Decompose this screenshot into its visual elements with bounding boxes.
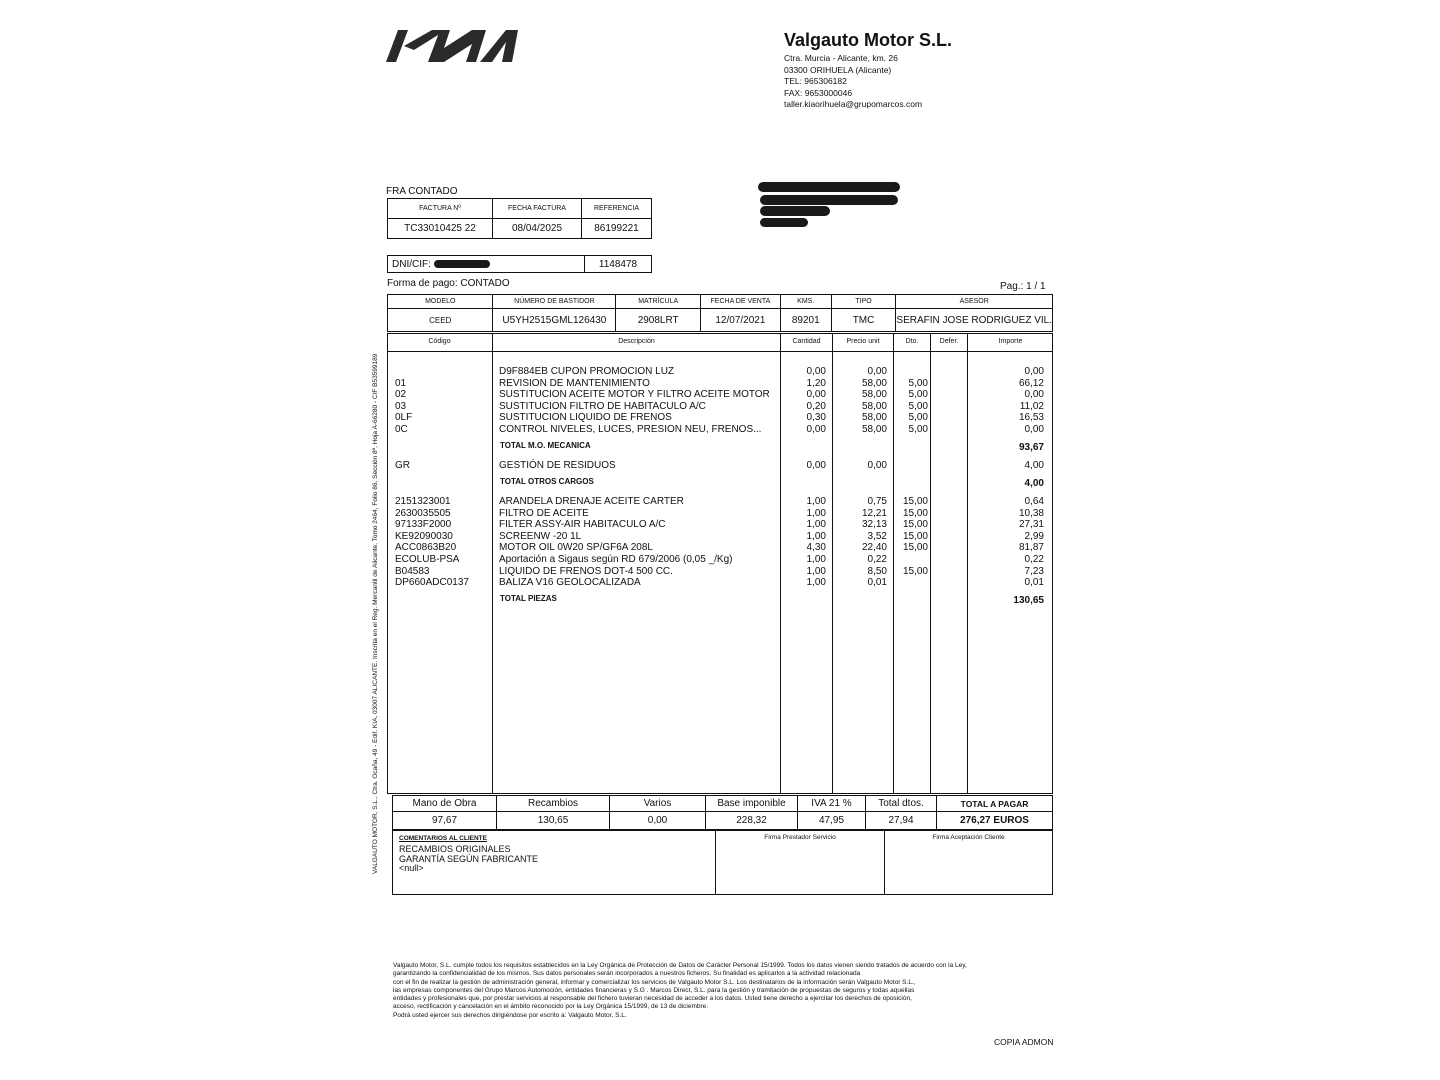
invoice-reference-label: REFERENCIA [582, 199, 652, 219]
summary-header-labour: Mano de Obra [393, 796, 497, 812]
summary-total-to-pay: 276,27 EUROS [937, 812, 1053, 830]
line-code: 0C [395, 423, 408, 435]
descriptions-group-1 [499, 366, 770, 436]
line-amount: 0,64 [1024, 496, 1044, 507]
line-price: 0,00 [867, 460, 887, 471]
col-header-amount: Importe [998, 338, 1023, 345]
total-labour-label: TOTAL M.O. MECANICA [500, 441, 591, 450]
line-description: SCREENW -20 1L [499, 530, 582, 542]
summary-vat: 47,95 [798, 812, 866, 830]
summary-header-parts: Recambios [497, 796, 610, 812]
invoice-header-table [387, 198, 652, 239]
line-code: ECOLUB-PSA [395, 553, 460, 565]
comments-title: COMENTARIOS AL CLIENTE [399, 835, 487, 842]
vehicle-header-sale-date: FECHA DE VENTA [701, 295, 781, 309]
company-fax: FAX: 9653000046 [784, 87, 853, 98]
line-quantity: 1,00 [806, 565, 826, 577]
company-address-line: Ctra. Murcia - Alicante, km. 26 [784, 53, 898, 63]
invoice-date: 08/04/2025 [493, 219, 582, 239]
col-header-quantity: Cantidad [792, 338, 821, 345]
summary-misc: 0,00 [610, 812, 706, 830]
vehicle-table [387, 294, 1053, 332]
comments-cell [393, 831, 716, 895]
copy-label: COPIA ADMON [994, 1037, 1054, 1047]
vehicle-header-model: MODELO [388, 295, 493, 309]
redacted-client-city [760, 206, 830, 216]
line-code: 0LF [395, 412, 413, 424]
redacted-client-name [758, 182, 900, 192]
summary-header-discounts: Total dtos. [866, 796, 937, 812]
total-labour-value: 93,67 [1018, 442, 1044, 453]
line-price: 22,40 [861, 542, 887, 554]
comment-line: GARANTÍA SEGÚN FABRICANTE [399, 853, 539, 864]
line-code: 2151323001 [395, 496, 451, 507]
line-discount: 15,00 [902, 496, 928, 507]
vehicle-kms: 89201 [780, 309, 831, 332]
col-header-deferred: Defer. [939, 338, 959, 345]
total-other-charges-label: TOTAL OTROS CARGOS [500, 477, 594, 486]
line-quantity: 1,00 [806, 519, 826, 531]
summary-header-vat: IVA 21 % [798, 796, 866, 812]
line-discount: 5,00 [908, 423, 928, 435]
line-description: LIQUIDO DE FRENOS DOT-4 500 CC. [499, 565, 673, 577]
line-discount [894, 366, 928, 378]
line-description: SUSTITUCION ACEITE MOTOR Y FILTRO ACEITE MOTOR [499, 389, 770, 401]
invoice-number-label: FACTURA Nº [388, 199, 493, 219]
quantities-group-2 [781, 460, 826, 472]
line-code: 02 [395, 389, 407, 401]
dni-cell [388, 256, 585, 273]
line-description: Aportación a Sigaus según RD 679/2006 (0,05 _/Kg) [499, 553, 733, 565]
line-description: GESTIÓN DE RESIDUOS [499, 460, 616, 471]
summary-header-total: TOTAL A PAGAR [937, 796, 1053, 812]
line-discount: 15,00 [902, 530, 928, 542]
company-phone: TEL: 965306182 [784, 76, 847, 86]
legal-line: entidades y profesionales que, por prestar servicios al responsable del fichero tuvieran necesidad de acceder a los datos. Usted tiene derecho a ejercitar los derechos de oposición, [393, 995, 912, 1003]
line-amount: 4,00 [1024, 460, 1044, 471]
line-quantity: 0,30 [806, 412, 826, 424]
legal-line: Podrá usted ejercer sus derechos dirigiéndose por escrito a: Valgauto Motor, S.L. [393, 1011, 627, 1019]
line-quantity: 1,00 [806, 530, 826, 542]
prices-group-1 [833, 366, 887, 436]
line-code: KE92090030 [395, 530, 453, 542]
legal-notice [393, 962, 1063, 1020]
line-price: 0,01 [867, 577, 887, 589]
invoice-number: TC33010425 22 [388, 219, 493, 239]
line-amount: 81,87 [1018, 542, 1044, 554]
vehicle-type: TMC [831, 309, 896, 332]
client-signature: Firma Aceptación Cliente [885, 831, 1053, 895]
codes-group-2 [395, 460, 410, 472]
redacted-client-zip [760, 218, 808, 227]
total-parts-label: TOTAL PIEZAS [500, 594, 557, 603]
vehicle-header-type: TIPO [831, 295, 896, 309]
col-header-description: Descripción [618, 338, 655, 345]
legal-line: garantizando la confidencialidad de los mismos. Sus datos personales serán incorporados a nuestros ficheros. Su finalidad es aplicarlos a la actividad relacionada [393, 970, 861, 978]
total-parts-value: 130,65 [1013, 595, 1044, 606]
line-quantity: 0,00 [806, 423, 826, 435]
col-divider [492, 333, 493, 794]
codes-group-3 [395, 496, 469, 589]
line-price: 58,00 [861, 423, 887, 435]
payment-value: CONTADO [460, 278, 510, 289]
vehicle-header-kms: KMS. [780, 295, 831, 309]
line-discount: 5,00 [908, 389, 928, 401]
vehicle-header-plate: MATRÍCULA [616, 295, 701, 309]
line-discount: 5,00 [908, 377, 928, 389]
legal-line: acceso, rectificación y cancelación en el ámbito reconocido por la Ley Orgánica 15/1999, de 13 de diciembre. [393, 1003, 709, 1011]
line-quantity: 1,20 [806, 377, 826, 389]
amounts-group-2 [968, 460, 1044, 472]
line-quantity: 0,20 [806, 400, 826, 412]
line-description: FILTRO DE ACEITE [499, 507, 589, 519]
line-code [395, 366, 412, 378]
prices-group-2 [833, 460, 887, 472]
provider-signature: Firma Prestador Servicio [716, 831, 885, 895]
vehicle-sale-date: 12/07/2021 [701, 309, 781, 332]
vehicle-model: CEED [388, 309, 493, 332]
line-amount: 16,53 [1018, 412, 1044, 424]
line-quantity: 1,00 [806, 577, 826, 589]
dni-table [387, 255, 652, 273]
line-description: D9F884EB CUPON PROMOCION LUZ [499, 366, 675, 377]
quantities-group-1 [781, 366, 826, 436]
line-code: GR [395, 460, 410, 471]
comment-line: RECAMBIOS ORIGINALES [399, 844, 511, 854]
line-amount: 7,23 [1024, 565, 1044, 577]
line-price: 0,75 [867, 496, 887, 507]
legal-line: las empresas componentes del Grupo Marcos Automoción, entidades financieras y S.G . Marcos Direct, S.L. para la gestión y tramitación de propuestas de seguros y todas aquellas [393, 986, 915, 994]
line-quantity: 4,30 [806, 542, 826, 554]
line-amount: 0,00 [1024, 389, 1044, 401]
line-discount [894, 554, 928, 566]
line-amount: 0,00 [1024, 366, 1044, 377]
line-discount: 5,00 [908, 412, 928, 424]
discounts-group-3 [894, 496, 928, 589]
line-price: 58,00 [861, 377, 887, 389]
line-description: REVISION DE MANTENIMIENTO [499, 377, 650, 389]
amounts-group-1 [968, 366, 1044, 436]
vehicle-vin: U5YH2515GML126430 [493, 309, 616, 332]
payment-label: Forma de pago: [387, 278, 458, 289]
line-amount: 10,38 [1018, 507, 1044, 519]
legal-line: con el fin de realizar la gestión de administración general, informar y comercializar los servicios de Valgauto Motor S.L. Los destinatarios de la información serán Valgauto Motor S.L., [393, 978, 916, 986]
company-address-line: 03300 ORIHUELA (Alicante) [784, 64, 892, 75]
lines-header-divider [387, 351, 1053, 352]
line-amount: 27,31 [1018, 519, 1044, 531]
line-price: 8,50 [867, 565, 887, 577]
vehicle-advisor: SERAFIN JOSE RODRIGUEZ VIL. [896, 309, 1053, 332]
discounts-group-1 [894, 366, 928, 436]
line-price: 58,00 [861, 400, 887, 412]
invoice-reference: 86199221 [582, 219, 652, 239]
line-price: 58,00 [861, 389, 887, 401]
line-code: DP660ADC0137 [395, 577, 469, 589]
client-code: 1148478 [585, 256, 652, 273]
line-quantity: 1,00 [806, 507, 826, 519]
line-code: 2630035505 [395, 507, 451, 519]
page-number: Pag.: 1 / 1 [1000, 281, 1046, 292]
summary-parts: 130,65 [497, 812, 610, 830]
comment-line: <null> [399, 863, 424, 873]
descriptions-group-2 [499, 460, 616, 472]
line-quantity: 1,00 [806, 496, 826, 507]
line-quantity: 1,00 [806, 553, 826, 565]
line-price: 0,22 [867, 553, 887, 565]
line-description: FILTER ASSY-AIR HABITACULO A/C [499, 519, 666, 531]
payment-method [387, 278, 510, 289]
line-price: 0,00 [867, 366, 887, 377]
vehicle-plate: 2908LRT [616, 309, 701, 332]
line-code: ACC0863B20 [395, 542, 457, 554]
line-price: 12,21 [861, 507, 887, 519]
col-header-code: Código [428, 338, 451, 345]
descriptions-group-3 [499, 496, 733, 589]
codes-group-1 [395, 366, 412, 436]
total-other-charges-value: 4,00 [1024, 478, 1044, 489]
line-description: ARANDELA DRENAJE ACEITE CARTER [499, 496, 684, 507]
line-discount: 15,00 [902, 519, 928, 531]
summary-header-misc: Varios [610, 796, 706, 812]
summary-table [392, 795, 1053, 830]
line-amount: 0,00 [1024, 423, 1044, 435]
line-discount: 5,00 [908, 400, 928, 412]
line-price: 32,13 [861, 519, 887, 531]
line-description: BALIZA V16 GEOLOCALIZADA [499, 577, 641, 589]
line-discount: 15,00 [902, 565, 928, 577]
quantities-group-3 [781, 496, 826, 589]
line-discount [894, 577, 928, 589]
line-description: SUSTITUCION LIQUIDO DE FRENOS [499, 412, 672, 424]
line-code: B04583 [395, 565, 430, 577]
line-code: 03 [395, 400, 407, 412]
line-description: SUSTITUCION FILTRO DE HABITACULO A/C [499, 400, 706, 412]
col-header-unit-price: Precio unit [846, 338, 880, 345]
line-amount: 2,99 [1024, 530, 1044, 542]
line-description: MOTOR OIL 0W20 SP/GF6A 208L [499, 542, 653, 554]
col-divider [930, 333, 931, 794]
line-price: 3,52 [867, 530, 887, 542]
line-discount: 15,00 [902, 507, 928, 519]
line-quantity: 0,00 [806, 366, 826, 377]
line-description: CONTROL NIVELES, LUCES, PRESION NEU, FRENOS... [499, 423, 762, 435]
summary-header-tax-base: Base imponible [706, 796, 798, 812]
comments-table [392, 830, 1053, 895]
dni-label: DNI/CIF: [392, 258, 431, 270]
line-amount: 0,01 [1024, 577, 1044, 589]
line-code: 01 [395, 377, 407, 389]
line-amount: 0,22 [1024, 553, 1044, 565]
vehicle-header-advisor: ASESOR [896, 295, 1053, 309]
summary-discounts: 27,94 [866, 812, 937, 830]
line-amount: 11,02 [1019, 400, 1044, 412]
col-header-discount: Dto. [905, 338, 919, 345]
company-address [784, 53, 922, 111]
kia-logo [384, 26, 524, 64]
summary-tax-base: 228,32 [706, 812, 798, 830]
line-code: 97133F2000 [395, 519, 452, 531]
company-name: Valgauto Motor S.L. [784, 30, 953, 50]
summary-labour: 97,67 [393, 812, 497, 830]
line-quantity: 0,00 [806, 389, 826, 401]
amounts-group-3 [968, 496, 1044, 589]
document-type: FRA CONTADO [386, 186, 458, 197]
redacted-client-address [760, 195, 898, 205]
prices-group-3 [833, 496, 887, 589]
line-price: 58,00 [861, 412, 887, 424]
vehicle-header-vin: NÚMERO DE BASTIDOR [493, 295, 616, 309]
line-amount: 66,12 [1018, 377, 1044, 389]
legal-line: Valgauto Motor, S.L. cumple todos los requisitos establecidos en la Ley Orgánica de Protección de Datos de Carácter Personal 15/1999. Todos los datos vienen siendo tratados de acuerdo con la Ley, [393, 962, 967, 969]
company-email: taller.kiaorihuela@grupomarcos.com [784, 99, 923, 109]
redacted-dni [434, 260, 490, 268]
line-quantity: 0,00 [806, 460, 826, 471]
invoice-date-label: FECHA FACTURA [493, 199, 582, 219]
side-legal-text: VALGAUTO MOTOR, S.L., Ctra. Ocaña, 49 - Edif. KIA, 03007 ALICANTE. Inscrita en el Reg. Mercantil de Alicante, Tomo 2464, Folio 86, Sección 8ª, Hoja A-66280 - CIF B53599189 [372, 353, 379, 874]
line-discount: 15,00 [902, 542, 928, 554]
